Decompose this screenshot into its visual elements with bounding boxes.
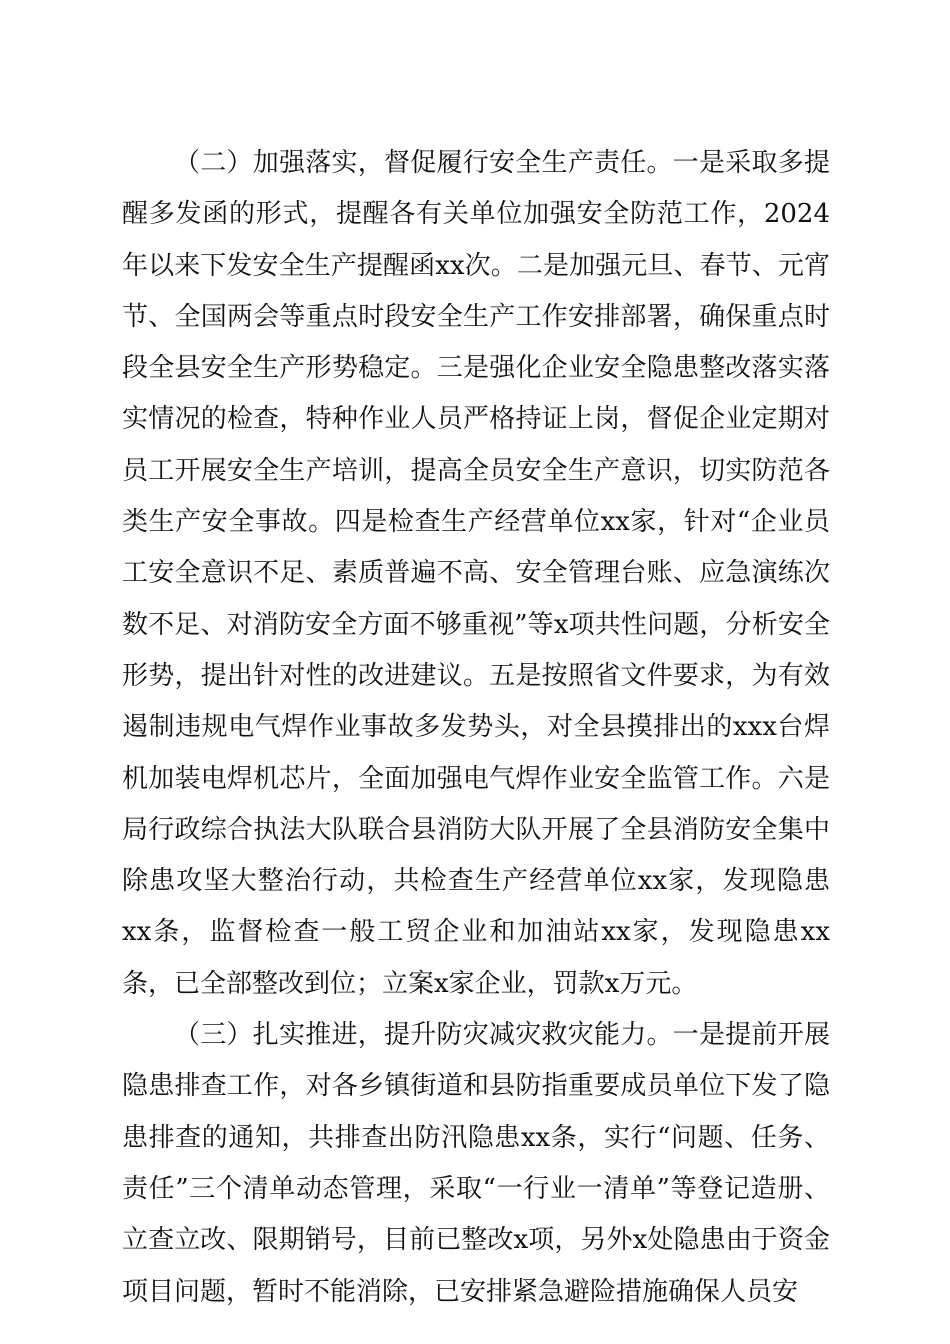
document-body — [122, 138, 830, 1318]
paragraph-2 — [122, 138, 830, 1010]
paragraph-heading: （二）加强落实，督促履行安全生产责任。 — [174, 148, 673, 178]
paragraph-3 — [122, 1010, 830, 1318]
paragraph-text: 一是采取多提醒多发函的形式，提醒各有关单位加强安全防范工作，2024年以来下发安全生产提醒函xx次。二是加强元旦、春节、元宵节、全国两会等重点时段安全生产工作安排部署，确保重点时段全县安全生产形势稳定。三是强化企业安全隐患整改落实落实情况的检查，特种作业人员严格持证上岗，督促企业定期对员工开展安全生产培训，提高全员安全生产意识，切实防范各类生产安全事故。四是检查生产经营单位xx家，针对“企业员工安全意识不足、素质普遍不高、安全管理台账、应急演练次数不足、对消防安全方面不够重视”等x项共性问题，分析安全形势，提出针对性的改进建议。五是按照省文件要求，为有效遏制违规电气焊作业事故多发势头，对全县摸排出的xxx台焊机加装电焊机芯片，全面加强电气焊作业安全监管工作。六是局行政综合执法大队联合县消防大队开展了全县消防安全集中除患攻坚大整治行动，共检查生产经营单位xx家，发现隐患xx条，监督检查一般工贸企业和加油站xx家，发现隐患xx条，已全部整改到位；立案x家企业，罚款x万元。 — [122, 148, 830, 999]
paragraph-text: 一是提前开展隐患排查工作，对各乡镇街道和县防指重要成员单位下发了隐患排查的通知，共排查出防汛隐患xx条，实行“问题、任务、责任”三个清单动态管理，采取“一行业一清单”等登记造册、立查立改、限期销号，目前已整改x项，另外x处隐患由于资金项目问题，暂时不能消除，已安排紧急避险措施确保人员安 — [122, 1020, 830, 1307]
paragraph-heading: （三）扎实推进，提升防灾减灾救灾能力。 — [174, 1020, 673, 1051]
